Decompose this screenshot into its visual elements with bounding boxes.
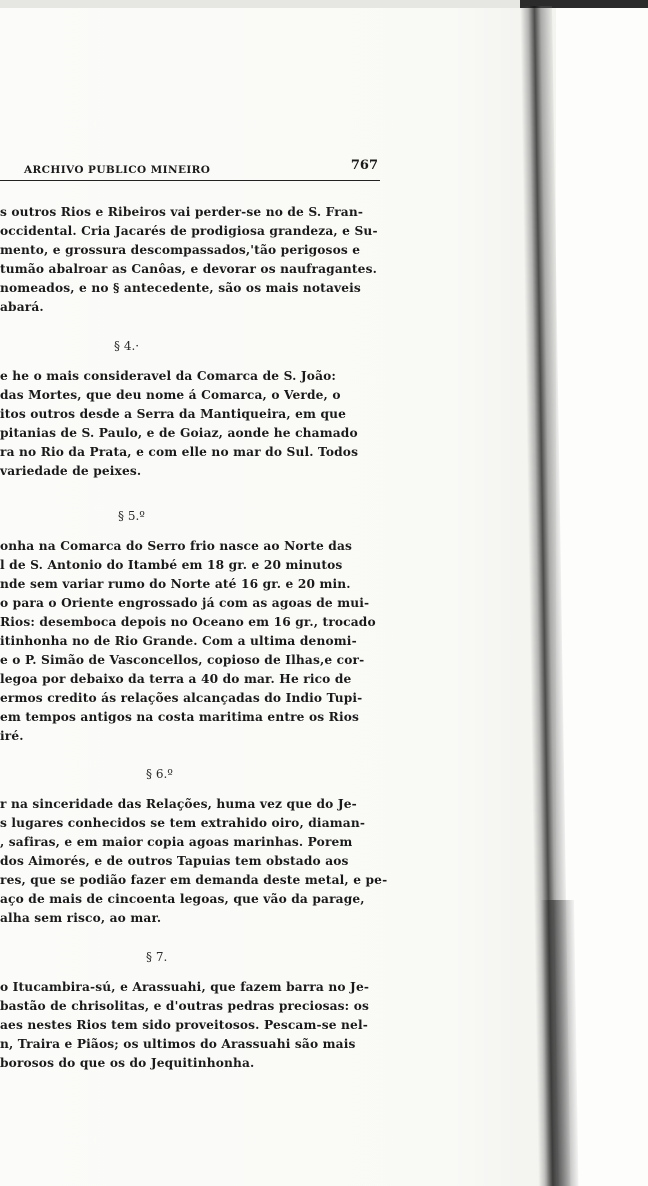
section-4-line: das Mortes, que deu nome á Comarca, o Verde, o — [0, 388, 341, 402]
section-6-heading: § 6.º — [146, 767, 173, 781]
paragraph-1-line: occidental. Cria Jacarés de prodigiosa grandeza, e Su- — [0, 224, 378, 238]
section-4-heading: § 4.· — [114, 339, 140, 353]
section-6-line: s lugares conhecidos se tem extrahido oiro, diaman- — [0, 816, 366, 830]
section-5-line: nde sem variar rumo do Norte até 16 gr. e 20 min. — [0, 577, 351, 591]
paragraph-1-line: abará. — [0, 300, 44, 314]
section-7-line: n, Traira e Piãos; os ultimos do Arassuahi são mais — [0, 1037, 356, 1051]
running-title: ARCHIVO PUBLICO MINEIRO — [24, 164, 211, 176]
section-5-line: legoa por debaixo da terra a 40 do mar. He rico de — [0, 672, 352, 686]
paragraph-1-line: s outros Rios e Ribeiros vai perder-se no de S. Fran- — [0, 205, 364, 219]
section-4-line: itos outros desde a Serra da Mantiqueira, em que — [0, 407, 347, 421]
section-4-line: ra no Rio da Prata, e com elle no mar do Sul. Todos — [0, 445, 359, 459]
section-5-line: e o P. Simão de Vasconcellos, copioso de Ilhas,e cor- — [0, 653, 365, 667]
section-6-line: dos Aimorés, e de outros Tapuias tem obstado aos — [0, 854, 349, 868]
section-7-line: bastão de chrisolitas, e d'outras pedras preciosas: os — [0, 999, 369, 1013]
section-5-line: iré. — [0, 729, 24, 743]
page-number: 767 — [350, 158, 378, 173]
page-header — [24, 158, 380, 180]
section-7-heading: § 7. — [146, 950, 168, 964]
section-7-line: borosos do que os do Jequitinhonha. — [0, 1056, 255, 1070]
section-4-line: variedade de peixes. — [0, 464, 142, 478]
section-5-heading: § 5.º — [118, 509, 145, 523]
section-6-line: alha sem risco, ao mar. — [0, 911, 162, 925]
section-5-line: l de S. Antonio do Itambé em 18 gr. e 20 minutos — [0, 558, 343, 572]
section-7-line: aes nestes Rios tem sido proveitosos. Pescam-se nel- — [0, 1018, 368, 1032]
paragraph-1-line: nomeados, e no § antecedente, são os mais notaveis — [0, 281, 361, 295]
section-7-line: o Itucambira-sú, e Arassuahi, que fazem barra no Je- — [0, 980, 370, 994]
section-5-line: itinhonha no de Rio Grande. Com a ultima denomi- — [0, 634, 357, 648]
section-6-line: aço de mais de cincoenta legoas, que vão da parage, — [0, 892, 365, 906]
section-6-line: r na sinceridade das Relações, huma vez que do Je- — [0, 797, 357, 811]
paragraph-1-line: tumão abalroar as Canôas, e devorar os naufragantes. — [0, 262, 377, 276]
section-4-line: pitanias de S. Paulo, e de Goiaz, aonde he chamado — [0, 426, 358, 440]
section-6-line: res, que se podião fazer em demanda deste metal, e pe- — [0, 873, 388, 887]
binding-shadow-lower — [540, 900, 579, 1186]
paragraph-1-line: mento, e grossura descompassados,'tão perigosos e — [0, 243, 361, 257]
section-5-line: o para o Oriente engrossado já com as agoas de mui- — [0, 596, 370, 610]
section-5-line: onha na Comarca do Serro frio nasce ao Norte das — [0, 539, 353, 553]
section-6-line: , safiras, e em maior copia agoas marinhas. Porem — [0, 835, 353, 849]
section-5-line: Rios: desemboca depois no Oceano em 16 gr., trocado — [0, 615, 376, 629]
section-5-line: em tempos antigos na costa maritima entre os Rios — [0, 710, 360, 724]
header-rule — [0, 180, 380, 181]
section-5-line: ermos credito ás relações alcançadas do Indio Tupi- — [0, 691, 363, 705]
section-4-line: e he o mais consideravel da Comarca de S. João: — [0, 369, 337, 383]
